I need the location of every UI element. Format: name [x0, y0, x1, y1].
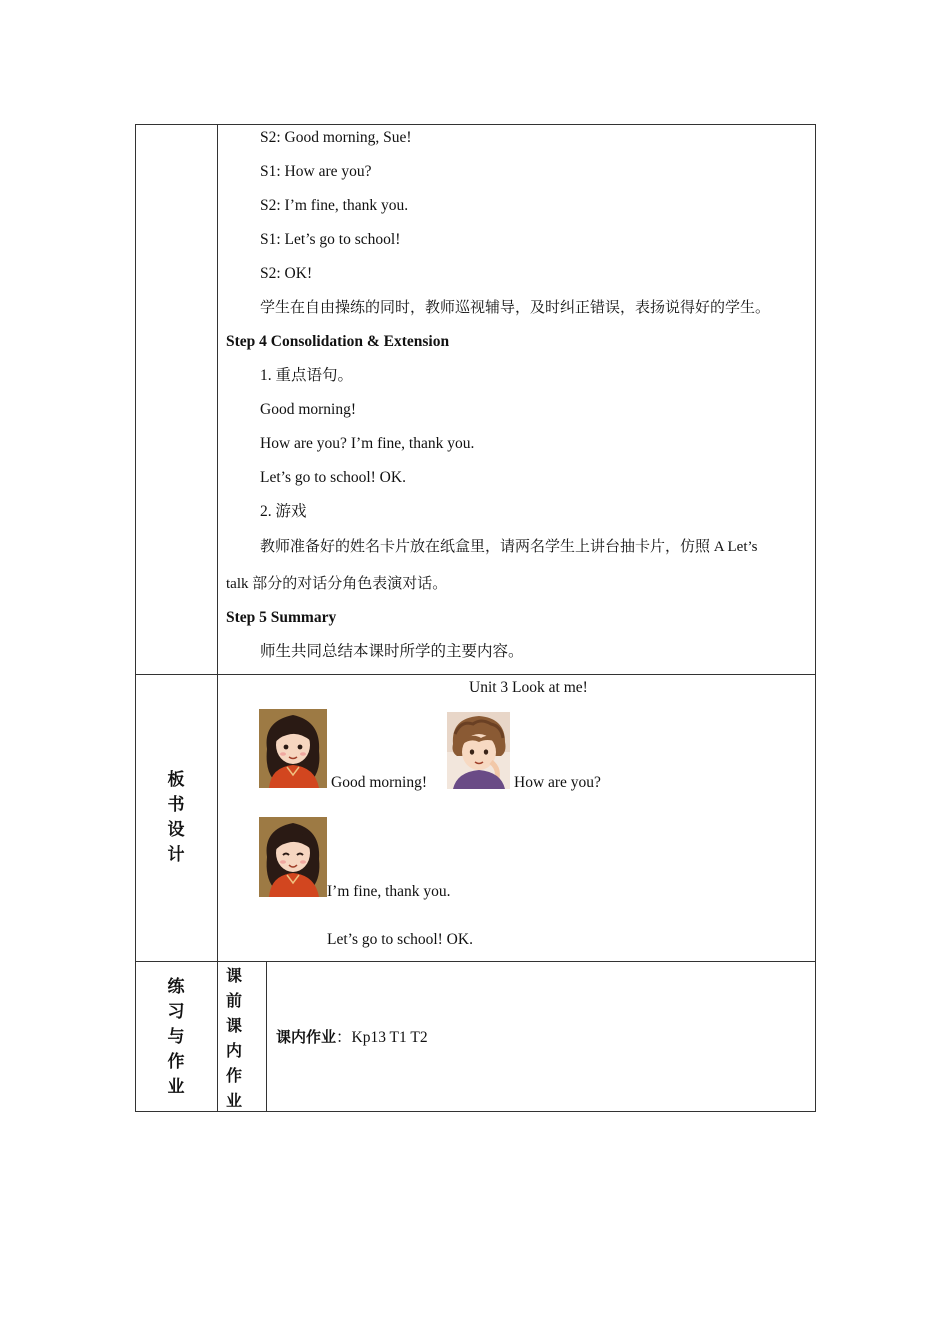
homework-sub-label-char: 课 — [225, 1016, 242, 1035]
girl-portrait-image-2 — [259, 817, 327, 897]
key-sentence-3: Let’s go to school! OK. — [260, 469, 406, 486]
key-sentence-2: How are you? I’m fine, thank you. — [260, 435, 475, 452]
summary-text: 师生共同总结本课时所学的主要内容。 — [260, 643, 524, 660]
key-sentence-1: Good morning! — [260, 401, 357, 418]
board-closing: Let’s go to school! OK. — [327, 931, 473, 948]
dialogue-line-2: S1: How are you? — [260, 163, 372, 180]
dialogue-line-4: S1: Let’s go to school! — [260, 231, 401, 248]
homework-sub-label-char: 业 — [225, 1091, 242, 1110]
homework-label-char: 作 — [167, 1052, 185, 1072]
column-divider — [217, 124, 218, 1112]
dialogue-line-1: S2: Good morning, Sue! — [260, 129, 412, 146]
homework-sub-label-char: 作 — [225, 1066, 242, 1085]
homework-title: 课内作业 — [276, 1028, 337, 1046]
row-divider-2 — [135, 961, 816, 962]
game-description-2: talk 部分的对话分角色表演对话。 — [226, 576, 448, 592]
girl-portrait-image — [259, 709, 327, 788]
dialogue-line-5: S2: OK! — [260, 265, 313, 282]
step4-heading: Step 4 Consolidation & Extension — [226, 333, 450, 350]
homework-sub-label — [222, 963, 246, 1113]
homework-sub-divider — [266, 961, 267, 1112]
board-label-char: 书 — [167, 795, 185, 815]
board-label-char: 计 — [167, 845, 185, 865]
step5-heading: Step 5 Summary — [226, 609, 337, 626]
practice-note: 学生在自由操练的同时，教师巡视辅导，及时纠正错误，表扬说得好的学生。 — [260, 300, 771, 316]
board-label-char: 板 — [167, 770, 185, 790]
homework-sub-label-char: 内 — [225, 1041, 242, 1060]
board-greeting: Good morning! — [331, 774, 428, 791]
homework-label-char: 业 — [167, 1077, 185, 1097]
homework-entry — [276, 1027, 428, 1048]
row-divider-1 — [135, 674, 816, 675]
board-design-label — [164, 768, 188, 868]
homework-label-char: 习 — [167, 1002, 185, 1022]
board-answer: I’m fine, thank you. — [327, 883, 451, 900]
step4-item1: 1. 重点语句。 — [260, 367, 354, 384]
homework-label — [164, 975, 188, 1100]
game-description-1: 教师准备好的姓名卡片放在纸盒里，请两名学生上讲台抽卡片，仿照 A Let’s — [260, 539, 758, 555]
boy-portrait-image — [447, 712, 510, 789]
board-question: How are you? — [514, 774, 601, 791]
step4-item2: 2. 游戏 — [260, 503, 307, 520]
homework-sub-label-char: 课 — [225, 966, 242, 985]
homework-label-char: 与 — [167, 1027, 185, 1047]
homework-sub-label-char: 前 — [225, 991, 242, 1010]
dialogue-line-3: S2: I’m fine, thank you. — [260, 197, 409, 214]
board-title: Unit 3 Look at me! — [469, 679, 588, 696]
homework-label-char: 练 — [167, 977, 185, 997]
board-label-char: 设 — [167, 820, 185, 840]
homework-content: ：Kp13 T1 T2 — [336, 1029, 428, 1046]
